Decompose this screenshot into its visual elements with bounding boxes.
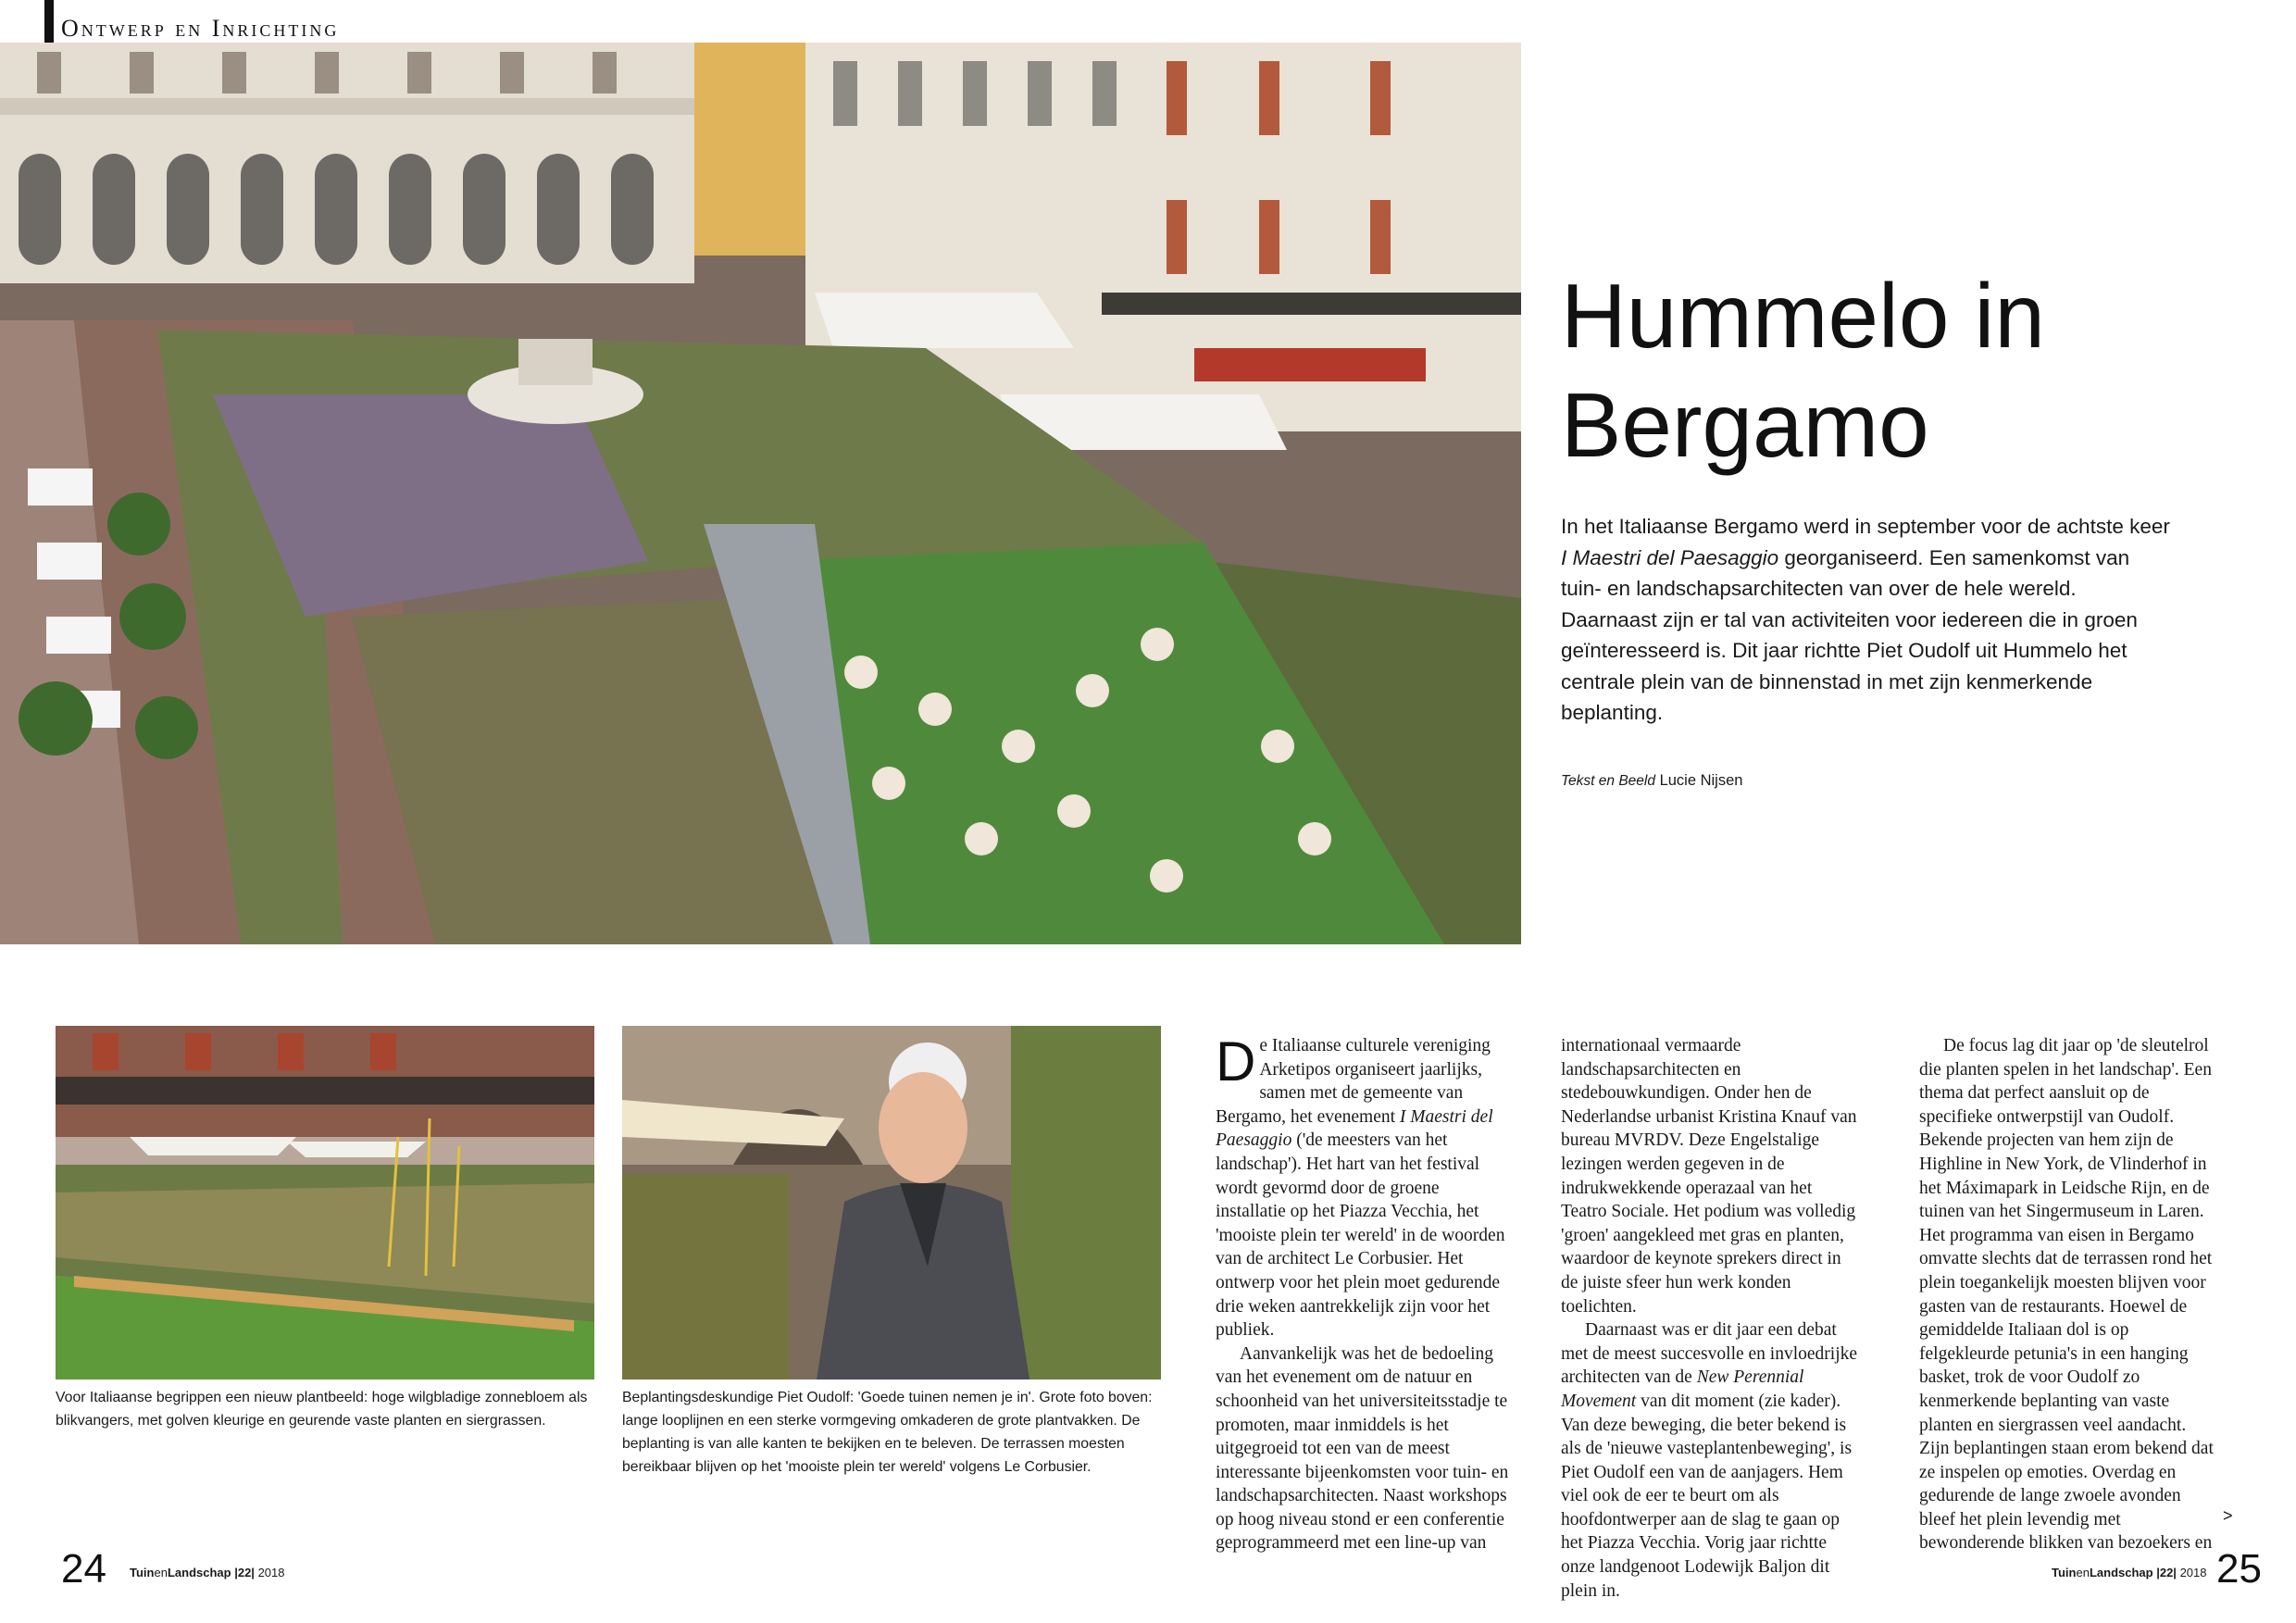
magazine-footer-right xyxy=(2052,1566,2206,1579)
caption-left-photo: Voor Italiaanse begrippen een nieuw plantbeeld: hoge wilgbladige zonnebloem als blikvangers, met golven kleurige en geurende vaste planten en siergrassen. xyxy=(56,1390,588,1429)
body-paragraph xyxy=(1216,1030,1514,1342)
body-paragraph: Aanvankelijk was het de bedoeling van het evenement om de natuur en schoonheid van het universiteitsstadje te promoten, maar inmiddels is het uitgegroeid tot een van de meest interessante bijeenkomsten voor tuin- en landschapsarchitecten. Naast workshops op hoog niveau stond er een conferentie geprogrammeerd met een line-up van xyxy=(1216,1343,1509,1554)
body-column-2 xyxy=(1561,1034,1859,1603)
hero-photo-piazza-vecchia xyxy=(0,43,1521,944)
magazine-footer-left xyxy=(130,1566,284,1579)
mag-name-tuin: Tuin xyxy=(130,1566,155,1579)
mag-name-landschap: Landschap xyxy=(167,1566,231,1579)
intro-text-b: georganiseerd. Een samenkomst van tuin- en landschapsarchitecten van over de hele wereld. Daarnaast zijn er tal van activiteiten voor iedereen die in groen geïnteresseerd is. Dit jaar richtte Piet Oudolf uit Hummelo het centrale plein van de binnenstad in met zijn kenmerkende beplanting. xyxy=(1561,545,2138,724)
body-text: van dit moment (zie kader). Van deze beweging, die beter bekend is als de 'nieuwe vasteplantenbeweging', is Piet Oudolf een van de aanjagers. Hem viel ook de eer te beurt om als hoofdontwerper aan de slag te gaan op het Piazza Vecchia. Vorig jaar richtte onze landgenoot Lodewijk Baljon dit plein in. xyxy=(1561,1391,1853,1601)
article-intro xyxy=(1561,511,2172,729)
intro-text-a: In het Italiaanse Bergamo werd in september voor de achtste keer xyxy=(1561,515,2170,538)
photo-planting-bed xyxy=(56,1026,594,1380)
mag-name-en: en xyxy=(154,1566,168,1579)
body-column-1 xyxy=(1216,1030,1514,1555)
page-number-left: 24 xyxy=(61,1546,106,1592)
byline xyxy=(1561,772,1742,790)
intro-event-name: I Maestri del Paesaggio xyxy=(1561,545,1779,569)
issue-number: |22| xyxy=(2156,1566,2177,1579)
byline-label: Tekst en Beeld xyxy=(1561,773,1655,789)
mag-name-tuin: Tuin xyxy=(2052,1566,2077,1579)
body-text: ('de meesters van het landschap'). Het hart van het festival wordt gevormd door de groene installatie op het Piazza Vecchia, het 'mooiste plein ter wereld' in de woorden van de architect Le Corbusier. Het ontwerp voor het plein moet gedurende drie weken aantrekkelijk zijn voor het publiek. xyxy=(1216,1130,1505,1341)
photo-piet-oudolf xyxy=(622,1026,1161,1380)
section-label: Ontwerp en Inrichting xyxy=(61,15,340,42)
issue-year: 2018 xyxy=(257,1566,285,1579)
body-text: Daarnaast was er dit jaar een debat met de meest succesvolle en invloedrijke architecten van de xyxy=(1561,1320,1858,1388)
mag-name-landschap: Landschap xyxy=(2089,1566,2153,1579)
issue-year: 2018 xyxy=(2179,1566,2207,1579)
continue-arrow-icon: > xyxy=(2223,1506,2233,1525)
body-paragraph xyxy=(1561,1318,1859,1603)
page-number-right: 25 xyxy=(2216,1546,2262,1592)
drop-cap: D xyxy=(1216,1030,1256,1092)
body-event-name: I Maestri del Paesaggio xyxy=(1216,1106,1493,1151)
body-movement-name: New Perennial Movement xyxy=(1561,1367,1804,1411)
caption-right-photo: Beplantingsdeskundige Piet Oudolf: 'Goede tuinen nemen je in'. Grote foto boven: lange looplijnen en een sterke vormgeving omkaderen de grote plantvakken. De beplanting is van alle kanten te bekijken en te beleven. De terrassen moesten bereikbaar blijven op het 'mooiste plein ter wereld' volgens Le Corbusier. xyxy=(622,1390,1153,1475)
body-paragraph: internationaal vermaarde landschapsarchitecten en stedebouwkundigen. Onder hen de Nederlandse urbanist Kristina Knauf van bureau MVRDV. Deze Engelstalige lezingen werden gegeven in de indrukwekkende operazaal van het Teatro Sociale. Het podium was volledig 'groen' aangekleed met gras en planten, waardoor de keynote sprekers direct in de juiste sfeer hun werk konden toelichten. xyxy=(1561,1036,1857,1317)
body-text: e Italiaanse culturele vereniging Arketipos organiseert jaarlijks, samen met de gemeente van Bergamo, het evenement xyxy=(1216,1036,1491,1127)
mag-name-en: en xyxy=(2076,1566,2090,1579)
body-column-3 xyxy=(1919,1034,2217,1555)
body-paragraph: De focus lag dit jaar op 'de sleutelrol die planten spelen in het landschap'. Een thema dat perfect aansluit op de specifieke ontwerpstijl van Oudolf. Bekende projecten van hem zijn de Highline in New York, de Vlinderhof in het Máximapark in Leidsche Rijn, en de tuinen van het Singermuseum in Laren. Het programma van eisen in Bergamo omvatte slechts dat de terrassen rond het plein toegankelijk moesten blijven voor gasten van de restaurants. Hoewel de gemiddelde Italiaan dol is op felgekleurde petunia's in een hanging basket, trok de voor Oudolf zo kenmerkende beplanting van vaste planten en siergrassen veel aandacht. Zijn beplantingen staan erom bekend dat ze inspelen op emoties. Overdag en gedurende de lange zwoele avonden bleef het plein levendig met bewonderende blikken van bezoekers en xyxy=(1919,1036,2214,1554)
issue-number: |22| xyxy=(234,1566,255,1579)
article-title: Hummelo in Bergamo xyxy=(1561,265,2045,476)
byline-name: Lucie Nijsen xyxy=(1659,772,1743,789)
